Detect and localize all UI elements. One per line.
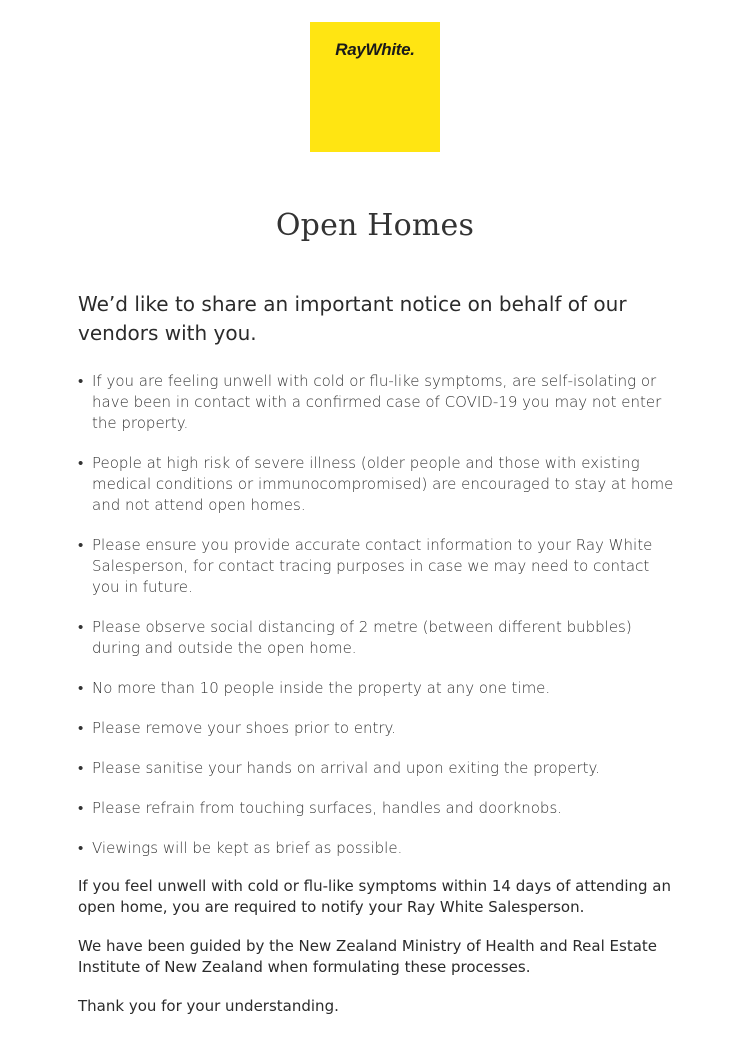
logo-wordmark: RayWhite.: [335, 40, 415, 59]
notice-list: [78, 371, 688, 859]
list-item-unwell: • If you are feeling unwell with cold or flu-like symptoms, are self-isolating or have been in contact with a confirmed case of COVID-19 you may not enter the property.: [78, 371, 677, 434]
list-item-distancing: • Please observe social distancing of 2 metre (between different bubbles) during and outside the open home.: [78, 617, 667, 659]
list-item-shoes: • Please remove your shoes prior to entry.: [78, 718, 688, 739]
list-item-capacity: • No more than 10 people inside the property at any one time.: [78, 678, 688, 699]
intro-heading: We’d like to share an important notice on behalf of our vendors with you.: [78, 292, 627, 345]
list-item-contact-info: • Please ensure you provide accurate contact information to your Ray White Salesperson, for contact tracing purposes in case we may need to contact you in future.: [78, 535, 667, 598]
guidance-paragraph: We have been guided by the New Zealand Ministry of Health and Real Estate Institute of New Zealand when formulating these processes.: [78, 937, 658, 976]
ray-white-logo: [310, 22, 440, 152]
page-title: Open Homes: [275, 208, 475, 243]
list-item-high-risk: • People at high risk of severe illness (older people and those with existing medical conditions or immunocompromised) are encouraged to stay at home and not attend open homes.: [78, 453, 677, 516]
thanks-paragraph: Thank you for your understanding.: [78, 997, 339, 1015]
list-item-surfaces: • Please refrain from touching surfaces, handles and doorknobs.: [78, 798, 688, 819]
notify-paragraph: If you feel unwell with cold or flu-like symptoms within 14 days of attending an open home, you are required to notify your Ray White Salesperson.: [78, 877, 671, 916]
list-item-sanitise: • Please sanitise your hands on arrival and upon exiting the property.: [78, 758, 688, 779]
list-item-brief: • Viewings will be kept as brief as possible.: [78, 838, 688, 859]
